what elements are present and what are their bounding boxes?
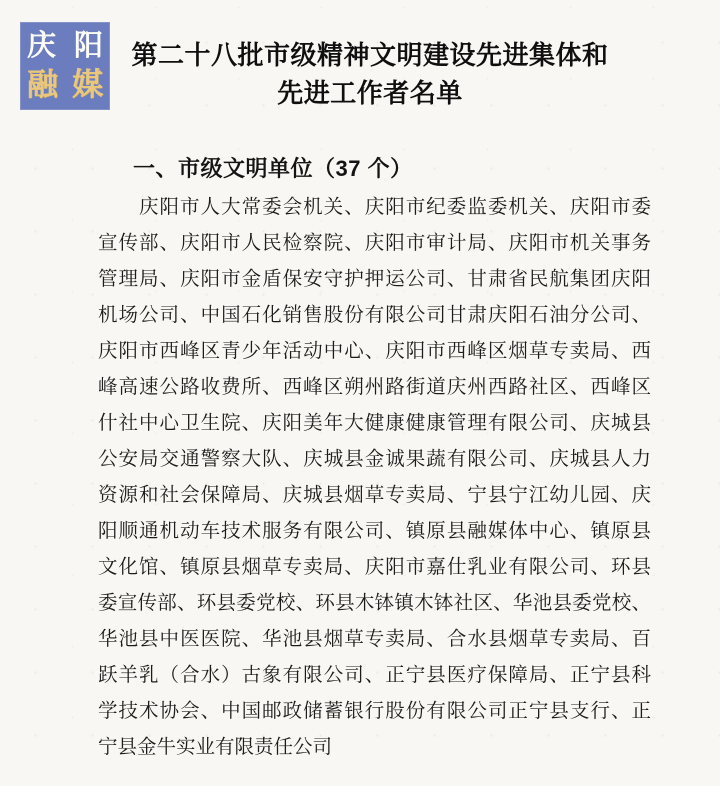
logo-char: 融 — [27, 67, 58, 102]
logo-text-bottom — [27, 65, 103, 105]
body-line: 什社中心卫生院、庆阳美年大健康健康管理有限公司、庆城县 — [98, 413, 651, 434]
body-line: 庆阳市西峰区青少年活动中心、庆阳市西峰区烟草专卖局、西 — [98, 341, 651, 362]
body-line: 机场公司、中国石化销售股份有限公司甘肃庆阳石油分公司、 — [98, 305, 651, 326]
body-line: 阳顺通机动车技术服务有限公司、镇原县融媒体中心、镇原县 — [98, 521, 651, 542]
body-line: 华池县中医医院、华池县烟草专卖局、合水县烟草专卖局、百 — [98, 629, 651, 650]
body-line: 宁县金牛实业有限责任公司 — [98, 737, 333, 758]
body-line: 公安局交通警察大队、庆城县金诚果蔬有限公司、庆城县人力 — [98, 449, 651, 470]
body-line: 宣传部、庆阳市人民检察院、庆阳市审计局、庆阳市机关事务 — [98, 233, 651, 254]
document-title — [110, 36, 630, 112]
body-line: 委宣传部、环县委党校、环县木钵镇木钵社区、华池县委党校、 — [98, 593, 651, 614]
body-line: 峰高速公路收费所、西峰区朔州路街道庆州西路社区、西峰区 — [98, 377, 651, 398]
body-line: 资源和社会保障局、庆城县烟草专卖局、宁县宁江幼儿园、庆 — [98, 485, 651, 506]
document-title-line2: 先进工作者名单 — [277, 78, 463, 108]
qingyang-media-logo — [20, 22, 110, 110]
body-line: 文化馆、镇原县烟草专卖局、庆阳市嘉仕乳业有限公司、环县 — [98, 557, 651, 578]
section-heading: 一、市级文明单位（37 个） — [133, 156, 413, 181]
body-line: 管理局、庆阳市金盾保安守护押运公司、甘肃省民航集团庆阳 — [98, 269, 651, 290]
logo-char: 庆 — [27, 30, 57, 62]
logo-char: 媒 — [72, 67, 103, 102]
logo-char: 阳 — [73, 30, 103, 62]
body-paragraph — [98, 190, 651, 766]
logo-text-top — [27, 27, 103, 65]
body-line: 跃羊乳（合水）古象有限公司、正宁县医疗保障局、正宁县科 — [98, 665, 651, 686]
body-line: 庆阳市人大常委会机关、庆阳市纪委监委机关、庆阳市委 — [139, 197, 651, 218]
body-line: 学技术协会、中国邮政储蓄银行股份有限公司正宁县支行、正 — [98, 701, 651, 722]
document-title-line1: 第二十八批市级精神文明建设先进集体和 — [131, 40, 609, 70]
